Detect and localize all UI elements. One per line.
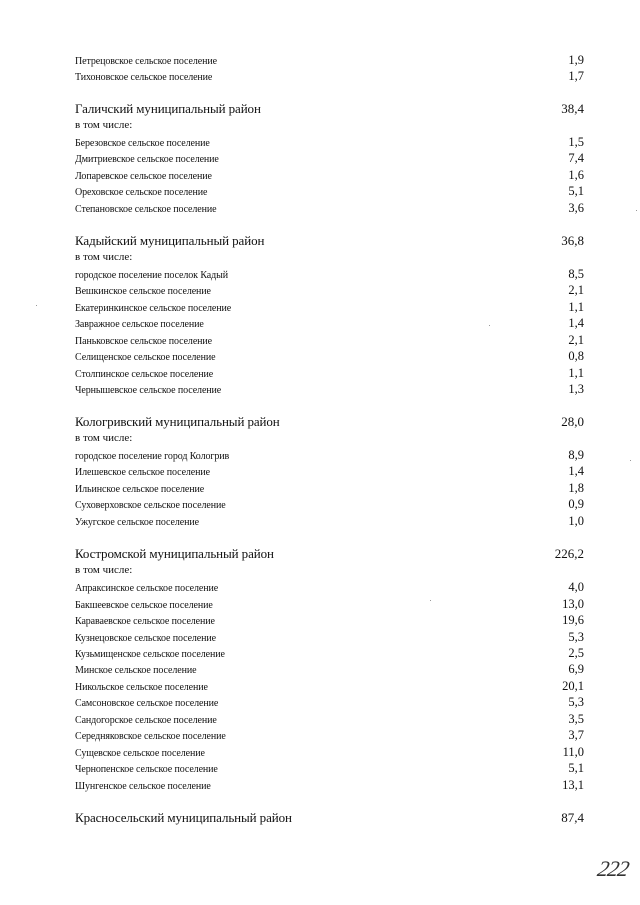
- district-header: [75, 101, 584, 117]
- settlement-value: 1,8: [568, 481, 584, 495]
- settlement-name: Степановское сельское поселение: [75, 204, 217, 215]
- settlement-row: [75, 168, 584, 183]
- settlement-row: [75, 333, 584, 348]
- district-total: 38,4: [561, 101, 584, 116]
- settlement-value: 1,9: [568, 53, 584, 67]
- settlement-value: 1,3: [568, 382, 584, 396]
- settlement-name: Суховерховское сельское поселение: [75, 500, 226, 511]
- including-label: в том числе:: [75, 432, 133, 444]
- settlement-value: 2,1: [568, 333, 584, 347]
- district-total: 226,2: [554, 546, 584, 561]
- settlement-value: 1,0: [568, 514, 584, 528]
- settlement-row: [75, 184, 584, 199]
- including-label: в том числе:: [75, 251, 133, 263]
- settlement-value: 0,9: [568, 497, 584, 511]
- settlement-name: Илешевское сельское поселение: [75, 467, 210, 478]
- settlement-name: Столпинское сельское поселение: [75, 369, 214, 380]
- settlement-value: 8,5: [568, 267, 584, 281]
- settlement-name: городское поселение поселок Кадый: [75, 270, 228, 281]
- settlement-value: 6,9: [568, 662, 584, 676]
- settlement-value: 5,1: [568, 184, 584, 198]
- settlement-row: [75, 712, 584, 727]
- settlement-row: [75, 349, 584, 364]
- settlement-row: [75, 778, 584, 793]
- settlement-value: 3,5: [568, 712, 584, 726]
- settlement-value: 19,6: [562, 613, 584, 627]
- settlement-name: Ореховское сельское поселение: [75, 187, 208, 198]
- settlement-value: 13,0: [562, 597, 584, 611]
- settlement-row: [75, 366, 584, 381]
- page-number: 222: [595, 856, 631, 881]
- settlement-row: [75, 201, 584, 216]
- settlement-value: 1,7: [568, 69, 584, 83]
- settlement-name: Дмитриевское сельское поселение: [75, 154, 219, 165]
- settlement-row: [75, 300, 584, 315]
- settlement-value: 13,1: [562, 778, 584, 792]
- settlement-row: [75, 53, 584, 68]
- district-total: 28,0: [561, 414, 584, 429]
- district-header: [75, 233, 584, 249]
- settlement-value: 3,7: [568, 728, 584, 742]
- settlement-name: Сандогорское сельское поселение: [75, 715, 217, 726]
- settlement-name: Паньковское сельское поселение: [75, 336, 213, 347]
- settlement-row: [75, 630, 584, 645]
- settlement-row: [75, 662, 584, 677]
- district-name: Кадыйский муниципальный район: [75, 233, 265, 248]
- scan-speck: [489, 325, 490, 326]
- district-total: 36,8: [561, 233, 584, 248]
- settlement-value: 2,1: [568, 283, 584, 297]
- settlement-name: Екатеринкинское сельское поселение: [75, 303, 232, 314]
- district-name: Красносельский муниципальный район: [75, 810, 292, 825]
- district-name: Галичский муниципальный район: [75, 101, 261, 116]
- district-header: [75, 810, 584, 826]
- settlement-row: [75, 646, 584, 661]
- settlement-name: Тихоновское сельское поселение: [75, 72, 213, 83]
- settlement-name: Кузьмищенское сельское поселение: [75, 649, 225, 660]
- settlement-row: [75, 497, 584, 512]
- settlement-value: 1,4: [568, 316, 584, 330]
- settlement-value: 7,4: [568, 151, 584, 165]
- settlement-name: Середняковское сельское поселение: [75, 731, 226, 742]
- district-total: 87,4: [561, 810, 584, 825]
- settlement-row: [75, 464, 584, 479]
- settlement-name: городское поселение город Кологрив: [75, 451, 230, 462]
- settlement-name: Апраксинское сельское поселение: [75, 583, 219, 594]
- settlement-value: 5,3: [568, 630, 584, 644]
- district-header: [75, 414, 584, 430]
- settlement-name: Березовское сельское поселение: [75, 138, 210, 149]
- settlement-row: [75, 283, 584, 298]
- scan-speck: [630, 460, 631, 461]
- settlement-value: 2,5: [568, 646, 584, 660]
- settlement-value: 5,3: [568, 695, 584, 709]
- settlement-value: 1,1: [568, 366, 584, 380]
- settlement-value: 1,1: [568, 300, 584, 314]
- settlement-row: [75, 267, 584, 282]
- including-label: в том числе:: [75, 564, 133, 576]
- settlement-name: Никольское сельское поселение: [75, 682, 208, 693]
- settlement-name: Караваевское сельское поселение: [75, 616, 215, 627]
- settlement-name: Ильинское сельское поселение: [75, 484, 205, 495]
- settlement-row: [75, 745, 584, 760]
- settlement-row: [75, 448, 584, 463]
- settlement-name: Петрецовское сельское поселение: [75, 56, 217, 67]
- settlement-row: [75, 728, 584, 743]
- settlement-name: Завражное сельское поселение: [75, 319, 204, 330]
- settlement-name: Сущевское сельское поселение: [75, 748, 205, 759]
- settlement-name: Лопаревское сельское поселение: [75, 171, 212, 182]
- settlement-row: [75, 580, 584, 595]
- settlement-name: Ужугское сельское поселение: [75, 517, 199, 528]
- district-name: Кологривский муниципальный район: [75, 414, 280, 429]
- settlement-row: [75, 69, 584, 84]
- settlement-row: [75, 316, 584, 331]
- settlement-name: Чернопенское сельское поселение: [75, 764, 218, 775]
- settlement-value: 3,6: [568, 201, 584, 215]
- settlement-name: Чернышевское сельское поселение: [75, 385, 222, 396]
- settlement-value: 1,4: [568, 464, 584, 478]
- settlement-name: Селищенское сельское поселение: [75, 352, 216, 363]
- settlement-value: 4,0: [568, 580, 584, 594]
- settlement-row: [75, 679, 584, 694]
- including-label: в том числе:: [75, 119, 133, 131]
- settlement-value: 20,1: [562, 679, 584, 693]
- settlement-row: [75, 514, 584, 529]
- settlement-value: 11,0: [562, 745, 584, 759]
- settlement-row: [75, 481, 584, 496]
- settlement-row: [75, 761, 584, 776]
- settlement-row: [75, 135, 584, 150]
- district-name: Костромской муниципальный район: [75, 546, 274, 561]
- scan-speck: [430, 600, 431, 601]
- settlement-value: 0,8: [568, 349, 584, 363]
- settlement-row: [75, 597, 584, 612]
- settlement-name: Шунгенское сельское поселение: [75, 781, 211, 792]
- settlement-name: Кузнецовское сельское поселение: [75, 633, 216, 644]
- settlement-row: [75, 151, 584, 166]
- district-header: [75, 546, 584, 562]
- settlement-value: 5,1: [568, 761, 584, 775]
- scan-speck: [636, 210, 637, 211]
- settlement-name: Минское сельское поселение: [75, 665, 197, 676]
- settlement-value: 8,9: [568, 448, 584, 462]
- settlement-name: Самсоновское сельское поселение: [75, 698, 219, 709]
- scan-speck: [36, 305, 37, 306]
- settlement-row: [75, 695, 584, 710]
- settlement-name: Вешкинское сельское поселение: [75, 286, 211, 297]
- settlement-value: 1,5: [568, 135, 584, 149]
- settlement-value: 1,6: [568, 168, 584, 182]
- settlement-row: [75, 613, 584, 628]
- settlement-row: [75, 382, 584, 397]
- settlement-name: Бакшеевское сельское поселение: [75, 600, 213, 611]
